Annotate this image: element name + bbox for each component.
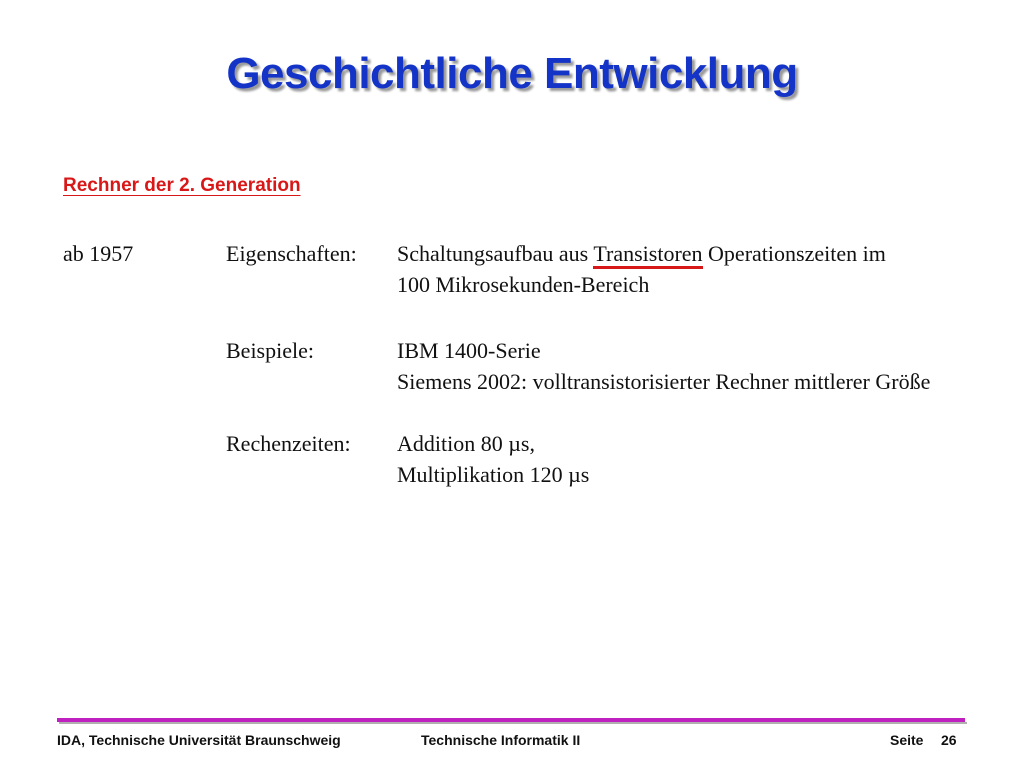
examples-line-2: Siemens 2002: volltransistorisierter Rechner mittlerer Größe xyxy=(397,369,931,394)
properties-line-1-pre: Schaltungsaufbau aus xyxy=(397,241,594,266)
compute-times-text xyxy=(397,428,589,490)
compute-times-line-1: Addition 80 µs, xyxy=(397,431,535,456)
footer-page-label: Seite xyxy=(890,732,924,748)
properties-line-1-post: Operationszeiten im xyxy=(702,241,886,266)
properties-label: Eigenschaften: xyxy=(226,241,357,266)
examples-line-1: IBM 1400-Serie xyxy=(397,338,541,363)
section-subtitle: Rechner der 2. Generation xyxy=(63,175,301,196)
compute-times-label: Rechenzeiten: xyxy=(226,431,351,456)
properties-line-1 xyxy=(397,238,886,269)
footer-page-number: 26 xyxy=(941,732,957,748)
compute-times-line-2: Multiplikation 120 µs xyxy=(397,462,590,487)
footer-course: Technische Informatik II xyxy=(421,732,581,748)
footer-divider-shadow xyxy=(59,722,967,724)
slide-title: Geschichtliche Entwicklung xyxy=(226,49,798,98)
transistoren-highlight: Transistoren xyxy=(593,241,702,269)
properties-line-2: 100 Mikrosekunden-Bereich xyxy=(397,272,650,297)
era-label: ab 1957 xyxy=(63,241,134,266)
examples-text xyxy=(397,335,930,397)
properties-text xyxy=(397,238,886,300)
examples-label: Beispiele: xyxy=(226,338,314,363)
footer-divider xyxy=(57,718,965,722)
footer-institution: IDA, Technische Universität Braunschweig xyxy=(57,732,341,748)
